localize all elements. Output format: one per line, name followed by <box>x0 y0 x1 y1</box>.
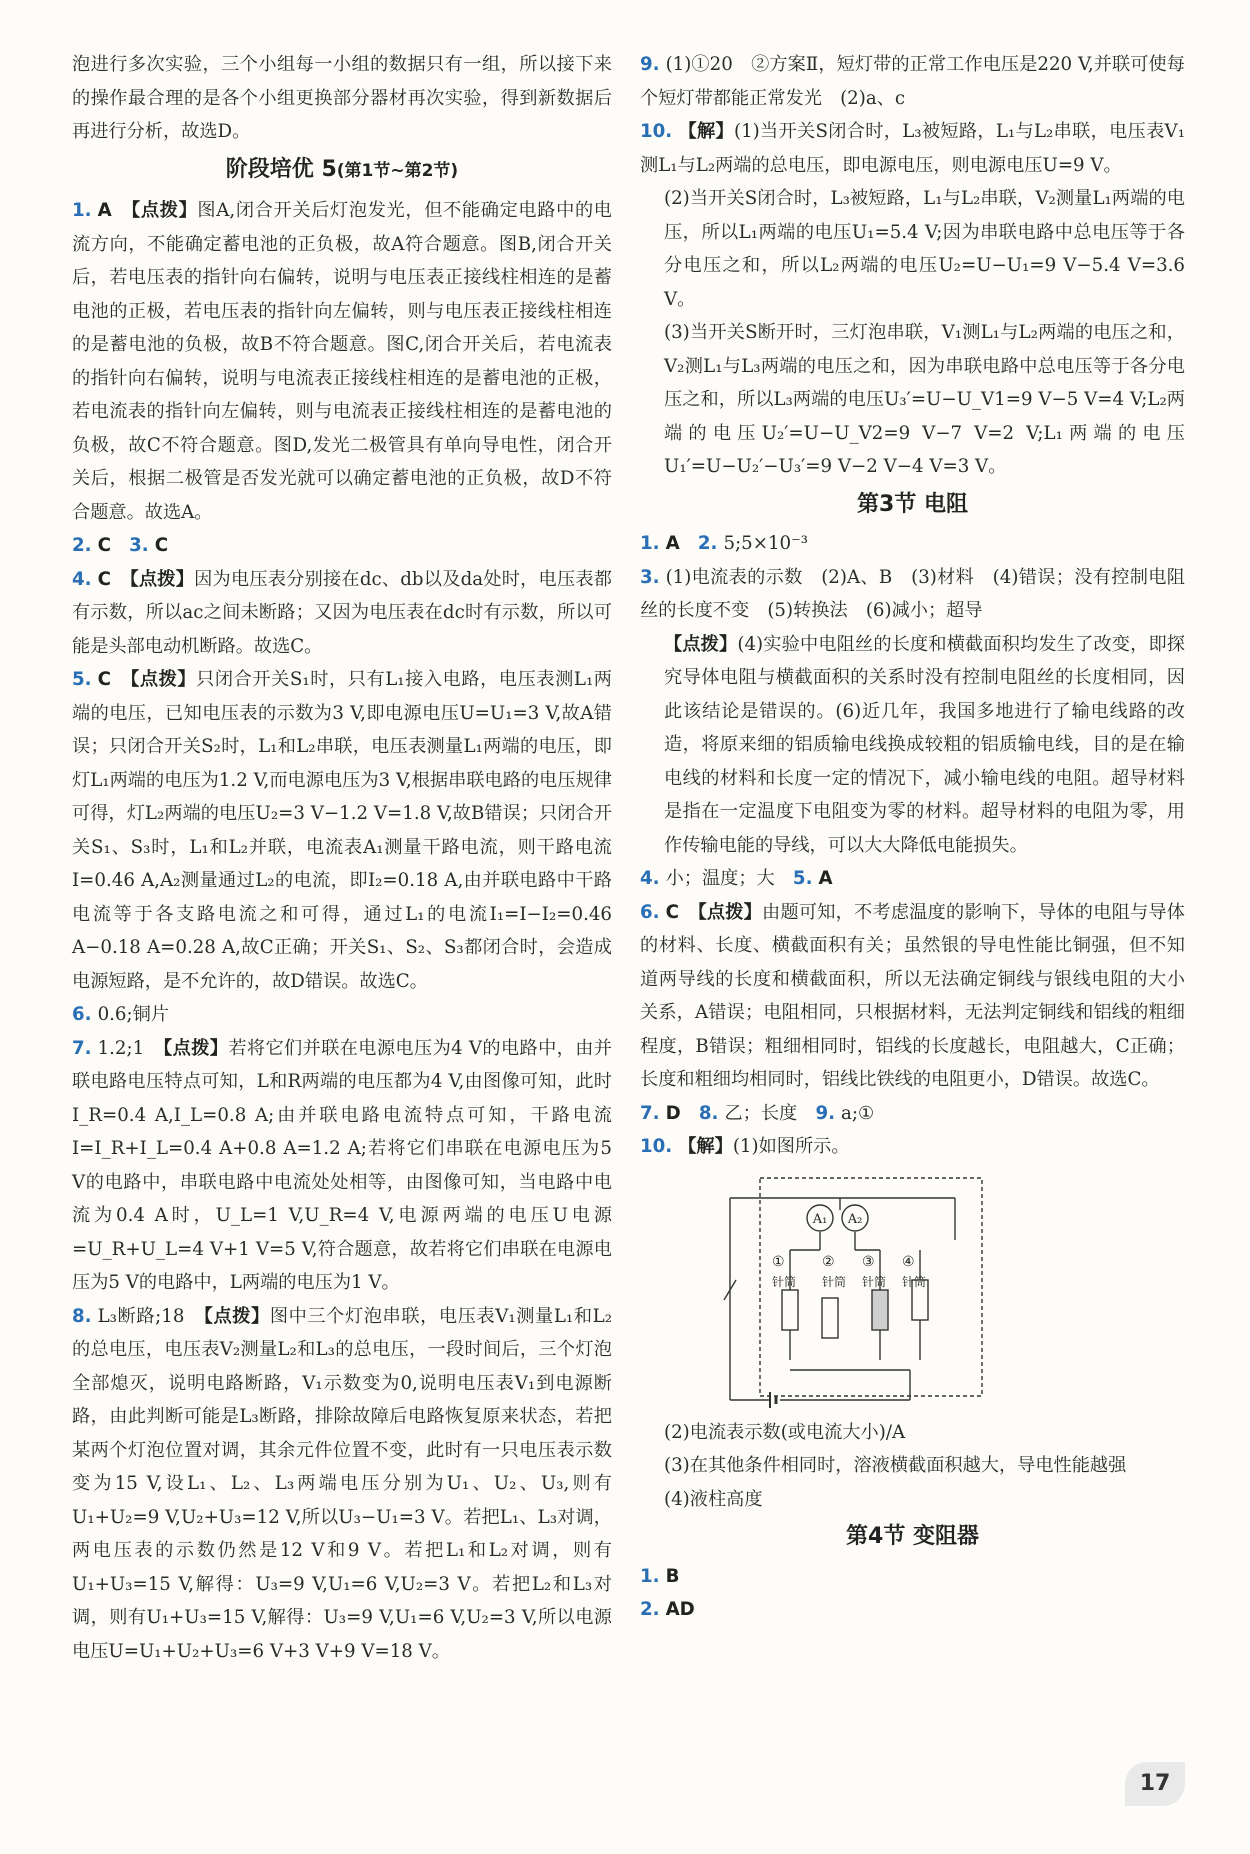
right-column <box>640 48 1185 1627</box>
question-8: 8. L₃断路;18 【点拨】图中三个灯泡串联，电压表V₁测量L₁和L₂的总电压，电压表V₂测量L₂和L₃的总电压，一段时间后，三个灯泡全部熄灭，说明电路断路，V₁示数变为0,说明电压表V₁到电源断路，由此判断可能是L₃断路，排除故障后电路恢复原来状态，若把某两个灯泡位置对调，其余元件位置不变，此时有一只电压表示数变为15 V,设L₁、L₂、L₃两端电压分别为U₁、U₂、U₃,则有U₁+U₂=9 V,U₂+U₃=12 V,所以U₃−U₁=3 V。若把L₁、L₃对调，两电压表的示数仍然是12 V和9 V。若把L₁和L₂对调，则有U₁+U₃=15 V,解得：U₃=9 V,U₁=6 V,U₂=3 V。若把L₂和L₃对调，则有U₁+U₃=15 V,解得：U₃=9 V,U₁=6 V,U₂=3 V,所以电源电压U=U₁+U₂+U₃=6 V+3 V+9 V=18 V。 <box>72 1305 612 1662</box>
question-2-3: 2. C 3. C <box>72 535 169 556</box>
question-5: 5. C 【点拨】只闭合开关S₁时，只有L₁接入电路，电压表测L₁两端的电压，已知电压表的示数为3 V,即电源电压U=U₁=3 V,故A错误；只闭合开关S₂时，L₁和L₂串联，电压表测量L₁两端的电压，即灯L₁两端的电压为1.2 V,而电源电压为3 V,根据串联电路的电压规律可得，灯L₂两端的电压U₂=3 V−1.2 V=1.8 V,故B错误；只闭合开关S₁、S₃时，L₁和L₂并联，电流表A₁测量干路电流，则干路电流I=0.46 A,A₂测量通过L₂的电流，即I₂=0.18 A,由并联电路中干路电流等于各支路电流之和可得，通过L₁的电流I₁=I−I₂=0.46 A−0.18 A=0.28 A,故C正确；开关S₁、S₂、S₃都闭合时，会造成电源短路，是不允许的，故D错误。故选C。 <box>72 669 612 992</box>
resistance-q4-5: 4. 小；温度；大 5. A <box>640 868 833 889</box>
syringe-1-num: ① <box>772 1253 785 1270</box>
syringe-1 <box>782 1290 798 1330</box>
resistance-q10: 10. 【解】(1)如图所示。 <box>640 1136 850 1157</box>
intro-text: 泡进行多次实验，三个小组每一小组的数据只有一组，所以接下来的操作最合理的是各个小组更换部分器材再次实验，得到新数据后再进行分析，故选D。 <box>72 54 612 142</box>
question-10-part-3: (3)当开关S断开时，三灯泡串联，V₁测L₁与L₂两端的电压之和，V₂测L₁与L₃两端的电压之和，因为串联电路中总电压等于各分电压之和，所以L₃两端的电压U₃′=U−U_V1=9 V−5 V=4 V;L₂两端的电压U₂′=U−U_V2=9 V−7 V=2 V;L₁两端的电压U₁′=U−U₂′−U₃′=9 V−2 V−4 V=3 V。 <box>664 322 1185 477</box>
section-title-rheostat: 第4节 变阻器 <box>846 1524 979 1549</box>
resistance-q10-part-3: (3)在其他条件相同时，溶液横截面积越大，导电性能越强 <box>664 1455 1127 1476</box>
circuit-diagram <box>710 1170 1090 1410</box>
rheostat-q2: 2. AD <box>640 1599 695 1620</box>
resistance-q10-part-4: (4)液柱高度 <box>664 1488 763 1510</box>
question-6: 6. 0.6;铜片 <box>72 1004 170 1025</box>
question-10: 10. 【解】(1)当开关S闭合时，L₃被短路，L₁与L₂串联，电压表V₁测L₁与L₂两端的总电压，即电源电压，则电源电压U=9 V。 <box>640 121 1185 176</box>
syringe-2 <box>822 1298 838 1338</box>
resistance-q3-hint: 【点拨】(4)实验中电阻丝的长度和横截面积均发生了改变，即探究导体电阻与横截面积的关系时没有控制电阻丝的长度相同，因此该结论是错误的。(6)近几年，我国多地进行了输电线路的改造，将原来细的铝质输电线换成较粗的铝质输电线，目的是在输电线的材料和长度一定的情况下，减小输电线的电阻。超导材料是指在一定温度下电阻变为零的材料。超导材料的电阻为零，用作传输电能的导线，可以大大降低电能损失。 <box>664 633 1185 856</box>
syringe-3-num: ③ <box>862 1253 875 1270</box>
resistance-q1-2: 1. A 2. 5;5×10⁻³ <box>640 533 808 554</box>
resistance-q3: 3. (1)电流表的示数 (2)A、B (3)材料 (4)错误；没有控制电阻丝的长度不变 (5)转换法 (6)减小；超导 <box>640 566 1185 621</box>
question-4: 4. C 【点拨】因为电压表分别接在dc、db以及da处时，电压表都有示数，所以ac之间未断路；又因为电压表在dc时有示数，所以可能是头部电动机断路。故选C。 <box>72 568 612 657</box>
question-7: 7. 1.2;1 【点拨】若将它们并联在电源电压为4 V的电路中，由并联电路电压特点可知，L和R两端的电压都为4 V,由图像可知，此时I_R=0.4 A,I_L=0.8 A;由并联电路电流特点可知，干路电流I=I_R+I_L=0.4 A+0.8 A=1.2 A;若将它们串联在电源电压为5 V的电路中，串联电路中电流处处相等，由图像可知，当电路中电流为0.4 A时，U_L=1 V,U_R=4 V,电源两端的电压U电源=U_R+U_L=4 V+1 V=5 V,符合题意，故若将它们串联在电源电压为5 V的电路中，L两端的电压为1 V。 <box>72 1037 612 1293</box>
syringe-label-2: 针筒 <box>822 1274 847 1289</box>
syringe-label-4: 针筒 <box>902 1274 927 1289</box>
syringe-label-3: 针筒 <box>862 1274 887 1289</box>
syringe-4-num: ④ <box>902 1253 915 1270</box>
a1-label: A₁ <box>812 1211 828 1227</box>
question-10-part-2: (2)当开关S闭合时，L₃被短路，L₁与L₂串联，V₂测量L₁两端的电压，所以L₁两端的电压U₁=5.4 V;因为串联电路中总电压等于各分电压之和，所以L₂两端的电压U₂=U−U₁=9 V−5.4 V=3.6 V。 <box>664 188 1185 310</box>
question-1: 1. A 【点拨】图A,闭合开关后灯泡发光，但不能确定电路中的电流方向，不能确定蓄电池的正负极，故A符合题意。图B,闭合开关后，若电压表的指针向右偏转，说明与电压表正接线柱相连的是蓄电池的正极，若电压表的指针向左偏转，则与电压表正接线柱相连的是蓄电池的负极，故B不符合题意。图C,闭合开关后，若电流表的指针向右偏转，说明与电流表正接线柱相连的是蓄电池的正极，若电流表的指针向左偏转，则与电流表正接线柱相连的是蓄电池的负极，故C不符合题意。图D,发光二极管具有单向导电性，闭合开关后，根据二极管是否发光就可以确定蓄电池的正负极，故D不符合题意。故选A。 <box>72 200 612 523</box>
question-9: 9. (1)①20 ②方案Ⅱ，短灯带的正常工作电压是220 V,并联可使每个短灯带都能正常发光 (2)a、c <box>640 54 1185 109</box>
resistance-q10-part-2: (2)电流表示数(或电流大小)/A <box>664 1421 906 1443</box>
syringe-3 <box>872 1290 888 1330</box>
syringe-2-num: ② <box>822 1253 835 1270</box>
section-title-resistance: 第3节 电阻 <box>857 491 968 517</box>
resistance-q6: 6. C 【点拨】由题可知，不考虑温度的影响下，导体的电阻与导体的材料、长度、横截面积有关；虽然银的导电性能比铜强，但不知道两导线的长度和横截面积，所以无法确定铜线与银线电阻的大小关系，A错误；电阻相同，只根据材料，无法判定铜线和铝线的粗细程度，B错误；粗细相同时，铝线的长度越长，电阻越大，C正确；长度和粗细均相同时，铝线比铁线的电阻更小，D错误。故选C。 <box>640 901 1185 1090</box>
resistance-q7-9: 7. D 8. 乙；长度 9. a;① <box>640 1102 875 1124</box>
a2-label: A₂ <box>847 1211 863 1227</box>
syringe-label-1: 针筒 <box>772 1274 797 1289</box>
left-column <box>72 48 612 1668</box>
section-title-stage5: 阶段培优 5(第1节~第2节) <box>225 156 459 182</box>
rheostat-q1: 1. B <box>640 1565 680 1587</box>
page-number: 17 <box>1125 1762 1185 1806</box>
